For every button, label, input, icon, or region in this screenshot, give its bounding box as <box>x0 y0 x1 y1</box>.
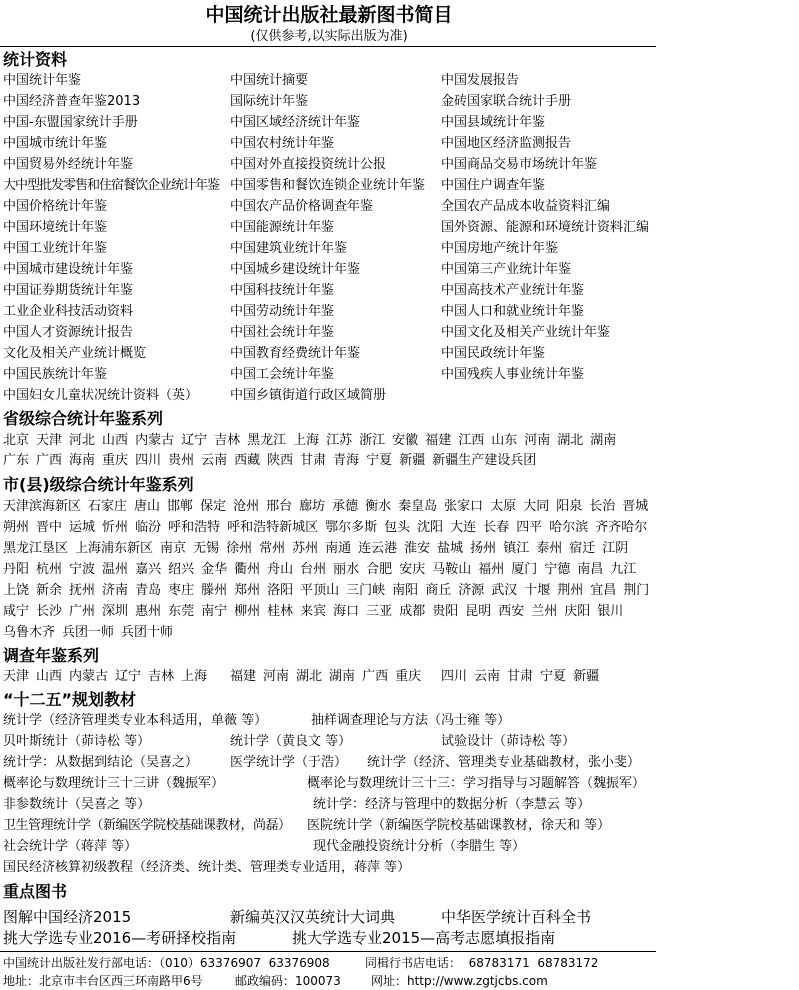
city-yearbook: 福州 <box>478 562 505 577</box>
province-yearbook: 海南 <box>69 453 96 468</box>
stat-book-row <box>0 158 799 172</box>
city-yearbook: 成都 <box>399 604 426 619</box>
city-yearbook: 深圳 <box>102 604 129 619</box>
stat-book-title: 中国农产品价格调查年鉴 <box>230 199 374 214</box>
stat-book-title: 中国农村统计年鉴 <box>230 136 335 151</box>
province-yearbook: 河北 <box>69 433 96 448</box>
section-heading-provincial: 省级综合统计年鉴系列 <box>3 409 164 428</box>
footer-rule <box>0 951 656 952</box>
city-yearbook: 镇江 <box>503 541 530 556</box>
city-yearbook: 邢台 <box>266 499 293 514</box>
province-yearbook: 内蒙古 <box>135 433 175 448</box>
city-yearbook: 马鞍山 <box>432 562 472 577</box>
city-yearbook: 九江 <box>610 562 637 577</box>
stat-book-title: 中国能源统计年鉴 <box>230 220 335 235</box>
city-yearbook-line <box>3 605 630 619</box>
city-yearbook-line <box>3 500 655 514</box>
city-yearbook: 三亚 <box>366 604 393 619</box>
province-yearbook: 黑龙江 <box>247 433 287 448</box>
city-yearbook: 厦门 <box>511 562 538 577</box>
textbook-title: 社会统计学（蒋萍 等） <box>3 839 138 854</box>
city-yearbook: 天津滨海新区 <box>3 499 82 514</box>
city-yearbook: 晋中 <box>36 520 63 535</box>
city-yearbook: 台州 <box>300 562 327 577</box>
stat-book-row <box>0 74 799 88</box>
city-yearbook: 济源 <box>458 583 485 598</box>
stat-book-title: 中国房地产统计年鉴 <box>441 241 559 256</box>
stat-book-title: 中国发展报告 <box>441 73 520 88</box>
city-yearbook: 衡水 <box>365 499 392 514</box>
city-yearbook: 南昌 <box>577 562 604 577</box>
stat-book-title: 中国建筑业统计年鉴 <box>230 241 348 256</box>
city-yearbook: 哈尔滨 <box>549 520 589 535</box>
city-yearbook: 郑州 <box>234 583 261 598</box>
province-yearbook: 吉林 <box>214 433 241 448</box>
footer-address: 地址：北京市丰台区西三环南路甲6号 <box>3 974 203 988</box>
city-yearbook: 青岛 <box>135 583 162 598</box>
province-yearbook: 江西 <box>458 433 485 448</box>
survey-yearbook-region: 吉林 <box>148 669 175 684</box>
stat-book-title: 中国民族统计年鉴 <box>3 367 108 382</box>
city-yearbook: 淮安 <box>404 541 431 556</box>
city-yearbook: 太原 <box>490 499 517 514</box>
stat-book-title: 中国工业统计年鉴 <box>3 241 108 256</box>
city-yearbook: 滕州 <box>201 583 228 598</box>
stat-book-title: 中国城市统计年鉴 <box>3 136 108 151</box>
city-yearbook: 丽水 <box>333 562 360 577</box>
stat-book-row <box>0 326 799 340</box>
city-yearbook: 沈阳 <box>417 520 444 535</box>
city-yearbook-line <box>3 563 643 577</box>
city-yearbook: 无锡 <box>193 541 220 556</box>
section-heading-survey: 调查年鉴系列 <box>3 646 100 665</box>
city-yearbook: 泰州 <box>536 541 563 556</box>
province-yearbook: 新疆 <box>399 453 426 468</box>
stat-book-title: 中国文化及相关产业统计年鉴 <box>441 325 611 340</box>
city-yearbook: 宁波 <box>69 562 96 577</box>
province-yearbook: 北京 <box>3 433 30 448</box>
province-yearbook: 江苏 <box>326 433 353 448</box>
city-yearbook: 来宾 <box>300 604 327 619</box>
stat-book-title: 中国统计摘要 <box>230 73 309 88</box>
city-yearbook: 阳泉 <box>556 499 583 514</box>
textbook-title: 非参数统计（吴喜之 等） <box>3 797 151 812</box>
city-yearbook: 兵团十师 <box>121 625 174 640</box>
featured-book-row <box>0 930 799 947</box>
city-yearbook: 西安 <box>498 604 525 619</box>
city-yearbook: 石家庄 <box>88 499 128 514</box>
city-yearbook: 扬州 <box>470 541 497 556</box>
stat-book-title: 中国社会统计年鉴 <box>230 325 335 340</box>
city-yearbook: 银川 <box>597 604 624 619</box>
stat-book-title: 中国环境统计年鉴 <box>3 220 108 235</box>
city-yearbook: 咸宁 <box>3 604 30 619</box>
footer-sales-phone: 中国统计出版社发行部电话：（010）63376907 63376908 <box>3 956 330 970</box>
city-yearbook: 海口 <box>333 604 360 619</box>
textbook-title: 医学统计学（于浩） <box>230 755 348 770</box>
stat-book-row <box>0 179 799 193</box>
city-yearbook: 长沙 <box>36 604 63 619</box>
city-yearbook: 徐州 <box>226 541 253 556</box>
stat-book-title: 中国区域经济统计年鉴 <box>230 115 361 130</box>
stat-book-title: 中国-东盟国家统计手册 <box>3 115 138 130</box>
survey-yearbook-region: 甘肃 <box>507 669 534 684</box>
city-yearbook: 桂林 <box>267 604 294 619</box>
featured-book-row <box>0 909 799 926</box>
survey-yearbook-region: 广西 <box>362 669 389 684</box>
city-yearbook: 廊坊 <box>299 499 326 514</box>
featured-book-title: 新编英汉汉英统计大词典 <box>230 908 396 926</box>
city-yearbook: 抚州 <box>69 583 96 598</box>
city-yearbook: 十堰 <box>524 583 551 598</box>
header-rule <box>0 46 656 47</box>
province-yearbook-line <box>3 454 543 468</box>
city-yearbook-line <box>3 521 654 535</box>
stat-book-title: 中国对外直接投资统计公报 <box>230 157 387 172</box>
province-yearbook: 辽宁 <box>181 433 208 448</box>
stat-book-title: 中国价格统计年鉴 <box>3 199 108 214</box>
stat-book-title: 中国地区经济监测报告 <box>441 136 572 151</box>
footer-website: 网址：http://www.zgtjcbs.com <box>371 974 548 988</box>
province-yearbook: 西藏 <box>234 453 261 468</box>
city-yearbook: 新余 <box>36 583 63 598</box>
city-yearbook: 洛阳 <box>267 583 294 598</box>
city-yearbook: 苏州 <box>292 541 319 556</box>
city-yearbook: 昆明 <box>465 604 492 619</box>
textbook-title: 贝叶斯统计（茆诗松 等） <box>3 734 151 749</box>
city-yearbook: 合肥 <box>366 562 393 577</box>
city-yearbook: 齐齐哈尔 <box>595 520 648 535</box>
stat-book-row <box>0 347 799 361</box>
province-yearbook: 宁夏 <box>366 453 393 468</box>
city-yearbook: 武汉 <box>491 583 518 598</box>
stat-book-title: 中国证券期货统计年鉴 <box>3 283 134 298</box>
city-yearbook: 舟山 <box>267 562 294 577</box>
survey-yearbook-region: 山西 <box>36 669 63 684</box>
city-yearbook: 忻州 <box>102 520 129 535</box>
city-yearbook: 平顶山 <box>300 583 340 598</box>
city-yearbook: 张家口 <box>444 499 484 514</box>
textbook-row <box>0 714 799 728</box>
city-yearbook: 四平 <box>516 520 543 535</box>
section-heading-featured: 重点图书 <box>3 882 68 901</box>
stat-book-row <box>0 200 799 214</box>
survey-yearbook-region: 内蒙古 <box>69 669 109 684</box>
stat-book-row <box>0 284 799 298</box>
city-yearbook: 大连 <box>450 520 477 535</box>
city-yearbook: 杭州 <box>36 562 63 577</box>
featured-book-title: 挑大学选专业2016—考研择校指南 <box>3 929 237 947</box>
city-yearbook: 秦皇岛 <box>398 499 438 514</box>
province-yearbook-line <box>3 434 623 448</box>
province-yearbook: 山东 <box>491 433 518 448</box>
textbook-row <box>0 735 799 749</box>
city-yearbook: 大同 <box>523 499 550 514</box>
city-yearbook: 惠州 <box>135 604 162 619</box>
city-yearbook: 南通 <box>325 541 352 556</box>
textbook-row <box>0 861 799 875</box>
province-yearbook: 甘肃 <box>300 453 327 468</box>
city-yearbook: 宁德 <box>544 562 571 577</box>
page-title: 中国统计出版社最新图书简目 <box>205 4 453 26</box>
stat-book-title: 中国人才资源统计报告 <box>3 325 134 340</box>
city-yearbook: 南宁 <box>201 604 228 619</box>
footer-postcode: 邮政编码：100073 <box>235 974 341 988</box>
city-yearbook: 临汾 <box>135 520 162 535</box>
city-yearbook: 长春 <box>483 520 510 535</box>
stat-book-title: 全国农产品成本收益资料汇编 <box>441 199 611 214</box>
page-note: (仅供参考,以实际出版为准) <box>250 29 408 44</box>
textbook-row <box>0 777 799 791</box>
stat-book-title: 中国贸易外经统计年鉴 <box>3 157 134 172</box>
city-yearbook: 连云港 <box>358 541 398 556</box>
survey-yearbook-region: 湖南 <box>329 669 356 684</box>
city-yearbook: 长治 <box>589 499 616 514</box>
city-yearbook: 呼和浩特新城区 <box>227 520 319 535</box>
city-yearbook: 济南 <box>102 583 129 598</box>
textbook-title: 统计学：经济与管理中的数据分析（李慧云 等） <box>313 797 591 812</box>
stat-book-title: 中国第三产业统计年鉴 <box>441 262 572 277</box>
textbook-title: 国民经济核算初级教程（经济类、统计类、管理类专业适用，蒋萍 等） <box>3 860 411 875</box>
city-yearbook: 上饶 <box>3 583 30 598</box>
city-yearbook: 上海浦东新区 <box>75 541 154 556</box>
stat-book-title: 中国妇女儿童状况统计资料（英） <box>3 388 199 403</box>
stat-book-title: 中国经济普查年鉴2013 <box>3 94 141 109</box>
stat-book-title: 中国科技统计年鉴 <box>230 283 335 298</box>
city-yearbook: 南京 <box>160 541 187 556</box>
province-yearbook: 安徽 <box>392 433 419 448</box>
stat-book-title: 中国县域统计年鉴 <box>441 115 546 130</box>
stat-book-title: 大中型批发零售和住宿餐饮企业统计年鉴 <box>3 178 220 193</box>
city-yearbook: 鄂尔多斯 <box>325 520 378 535</box>
city-yearbook: 盐城 <box>437 541 464 556</box>
province-yearbook: 贵州 <box>168 453 195 468</box>
survey-yearbook-group <box>3 670 214 684</box>
city-yearbook: 嘉兴 <box>135 562 162 577</box>
city-yearbook: 呼和浩特 <box>168 520 221 535</box>
textbook-title: 卫生管理统计学（新编医学院校基础课教材，尚磊） <box>3 818 291 833</box>
textbook-title: 统计学（经济管理类专业本科适用，单薇 等） <box>3 713 268 728</box>
textbook-row <box>0 798 799 812</box>
featured-book-title: 挑大学选专业2015—高考志愿填报指南 <box>292 929 556 947</box>
city-yearbook: 贵阳 <box>432 604 459 619</box>
textbook-title: 抽样调查理论与方法（冯士雍 等） <box>311 713 511 728</box>
province-yearbook: 云南 <box>201 453 228 468</box>
city-yearbook: 三门峡 <box>346 583 386 598</box>
stat-book-row <box>0 242 799 256</box>
textbook-row <box>0 819 799 833</box>
city-yearbook: 兵团一师 <box>62 625 115 640</box>
textbook-row <box>0 756 799 770</box>
stat-book-title: 工业企业科技活动资料 <box>3 304 134 319</box>
featured-book-title: 图解中国经济2015 <box>3 908 132 926</box>
city-yearbook: 荆州 <box>557 583 584 598</box>
province-yearbook: 湖南 <box>590 433 617 448</box>
stat-book-row <box>0 263 799 277</box>
city-yearbook: 枣庄 <box>168 583 195 598</box>
stat-book-title: 中国乡镇街道行政区域简册 <box>230 388 387 403</box>
stat-book-title: 文化及相关产业统计概览 <box>3 346 147 361</box>
province-yearbook: 浙江 <box>359 433 386 448</box>
survey-yearbook-region: 湖北 <box>296 669 323 684</box>
stat-book-title: 中国工会统计年鉴 <box>230 367 335 382</box>
survey-yearbook-region: 新疆 <box>573 669 600 684</box>
city-yearbook: 乌鲁木齐 <box>3 625 56 640</box>
survey-yearbook-group <box>230 670 428 684</box>
survey-yearbook-region: 宁夏 <box>540 669 567 684</box>
section-heading-textbooks: “十二五”规划教材 <box>3 690 137 709</box>
survey-yearbook-line <box>0 670 799 684</box>
stat-book-row <box>0 137 799 151</box>
city-yearbook: 丹阳 <box>3 562 30 577</box>
stat-book-title: 中国统计年鉴 <box>3 73 82 88</box>
stat-book-title: 国际统计年鉴 <box>230 94 309 109</box>
city-yearbook: 商丘 <box>425 583 452 598</box>
city-yearbook: 荆门 <box>623 583 650 598</box>
city-yearbook: 宜昌 <box>590 583 617 598</box>
stat-book-row <box>0 389 799 403</box>
city-yearbook: 金华 <box>201 562 228 577</box>
textbook-title: 试验设计（茆诗松 等） <box>441 734 576 749</box>
city-yearbook: 晋城 <box>622 499 649 514</box>
footer-store-phone: 同楫行书店电话： 68783171 68783172 <box>365 956 599 970</box>
province-yearbook: 湖北 <box>557 433 584 448</box>
survey-yearbook-region: 天津 <box>3 669 30 684</box>
province-yearbook: 广东 <box>3 453 30 468</box>
province-yearbook: 山西 <box>102 433 129 448</box>
province-yearbook: 上海 <box>293 433 320 448</box>
city-yearbook-line <box>3 626 180 640</box>
featured-book-title: 中华医学统计百科全书 <box>441 908 592 926</box>
section-heading-statistics: 统计资料 <box>3 50 68 69</box>
textbook-title: 医院统计学（新编医学院校基础课教材，徐天和 等） <box>307 818 611 833</box>
city-yearbook: 庆阳 <box>564 604 591 619</box>
city-yearbook: 沧州 <box>233 499 260 514</box>
textbook-title: 统计学：从数据到结论（吴喜之） <box>3 755 199 770</box>
city-yearbook: 黑龙江垦区 <box>3 541 69 556</box>
province-yearbook: 陕西 <box>267 453 294 468</box>
stat-book-row <box>0 368 799 382</box>
city-yearbook: 南阳 <box>392 583 419 598</box>
textbook-title: 现代金融投资统计分析（李腊生 等） <box>313 839 526 854</box>
stat-book-title: 中国民政统计年鉴 <box>441 346 546 361</box>
city-yearbook: 包头 <box>384 520 411 535</box>
city-yearbook: 常州 <box>259 541 286 556</box>
survey-yearbook-region: 辽宁 <box>115 669 142 684</box>
textbook-title: 统计学（黄良文 等） <box>230 734 352 749</box>
province-yearbook: 四川 <box>135 453 162 468</box>
stat-book-row <box>0 95 799 109</box>
stat-book-title: 金砖国家联合统计手册 <box>441 94 572 109</box>
survey-yearbook-region: 四川 <box>441 669 468 684</box>
stat-book-title: 中国城乡建设统计年鉴 <box>230 262 361 277</box>
textbook-title: 概率论与数理统计三十三：学习指导与习题解答（魏振军） <box>307 776 646 791</box>
stat-book-title: 中国残疾人事业统计年鉴 <box>441 367 585 382</box>
survey-yearbook-region: 重庆 <box>395 669 422 684</box>
city-yearbook: 运城 <box>69 520 96 535</box>
city-yearbook: 柳州 <box>234 604 261 619</box>
survey-yearbook-group <box>441 670 606 684</box>
stat-book-title: 中国商品交易市场统计年鉴 <box>441 157 598 172</box>
province-yearbook: 福建 <box>425 433 452 448</box>
stat-book-row <box>0 305 799 319</box>
survey-yearbook-region: 云南 <box>474 669 501 684</box>
city-yearbook: 绍兴 <box>168 562 195 577</box>
province-yearbook: 河南 <box>524 433 551 448</box>
survey-yearbook-region: 河南 <box>263 669 290 684</box>
textbook-row <box>0 840 799 854</box>
stat-book-title: 中国零售和餐饮连锁企业统计年鉴 <box>230 178 426 193</box>
city-yearbook: 承德 <box>332 499 359 514</box>
province-yearbook: 新疆生产建设兵团 <box>432 453 537 468</box>
stat-book-title: 中国城市建设统计年鉴 <box>3 262 134 277</box>
survey-yearbook-region: 上海 <box>181 669 208 684</box>
city-yearbook: 兰州 <box>531 604 558 619</box>
city-yearbook: 朔州 <box>3 520 30 535</box>
survey-yearbook-region: 福建 <box>230 669 257 684</box>
stat-book-title: 中国住户调查年鉴 <box>441 178 546 193</box>
province-yearbook: 重庆 <box>102 453 129 468</box>
province-yearbook: 广西 <box>36 453 63 468</box>
province-yearbook: 青海 <box>333 453 360 468</box>
province-yearbook: 天津 <box>36 433 63 448</box>
city-yearbook-line <box>3 584 656 598</box>
stat-book-title: 中国劳动统计年鉴 <box>230 304 335 319</box>
stat-book-row <box>0 221 799 235</box>
city-yearbook: 安庆 <box>399 562 426 577</box>
section-heading-municipal: 市(县)级综合统计年鉴系列 <box>3 475 194 494</box>
stat-book-row <box>0 116 799 130</box>
city-yearbook: 唐山 <box>134 499 161 514</box>
city-yearbook: 邯郸 <box>167 499 194 514</box>
city-yearbook-line <box>3 542 635 556</box>
stat-book-title: 中国教育经费统计年鉴 <box>230 346 361 361</box>
textbook-title: 统计学（经济、管理类专业基础教材，张小斐） <box>367 755 641 770</box>
city-yearbook: 江阴 <box>602 541 629 556</box>
stat-book-title: 中国人口和就业统计年鉴 <box>441 304 585 319</box>
city-yearbook: 广州 <box>69 604 96 619</box>
city-yearbook: 温州 <box>102 562 129 577</box>
stat-book-title: 国外资源、能源和环境统计资料汇编 <box>441 220 650 235</box>
city-yearbook: 东莞 <box>168 604 195 619</box>
textbook-title: 概率论与数理统计三十三讲（魏振军） <box>3 776 225 791</box>
city-yearbook: 保定 <box>200 499 227 514</box>
stat-book-title: 中国高技术产业统计年鉴 <box>441 283 585 298</box>
city-yearbook: 衢州 <box>234 562 261 577</box>
city-yearbook: 宿迁 <box>569 541 596 556</box>
